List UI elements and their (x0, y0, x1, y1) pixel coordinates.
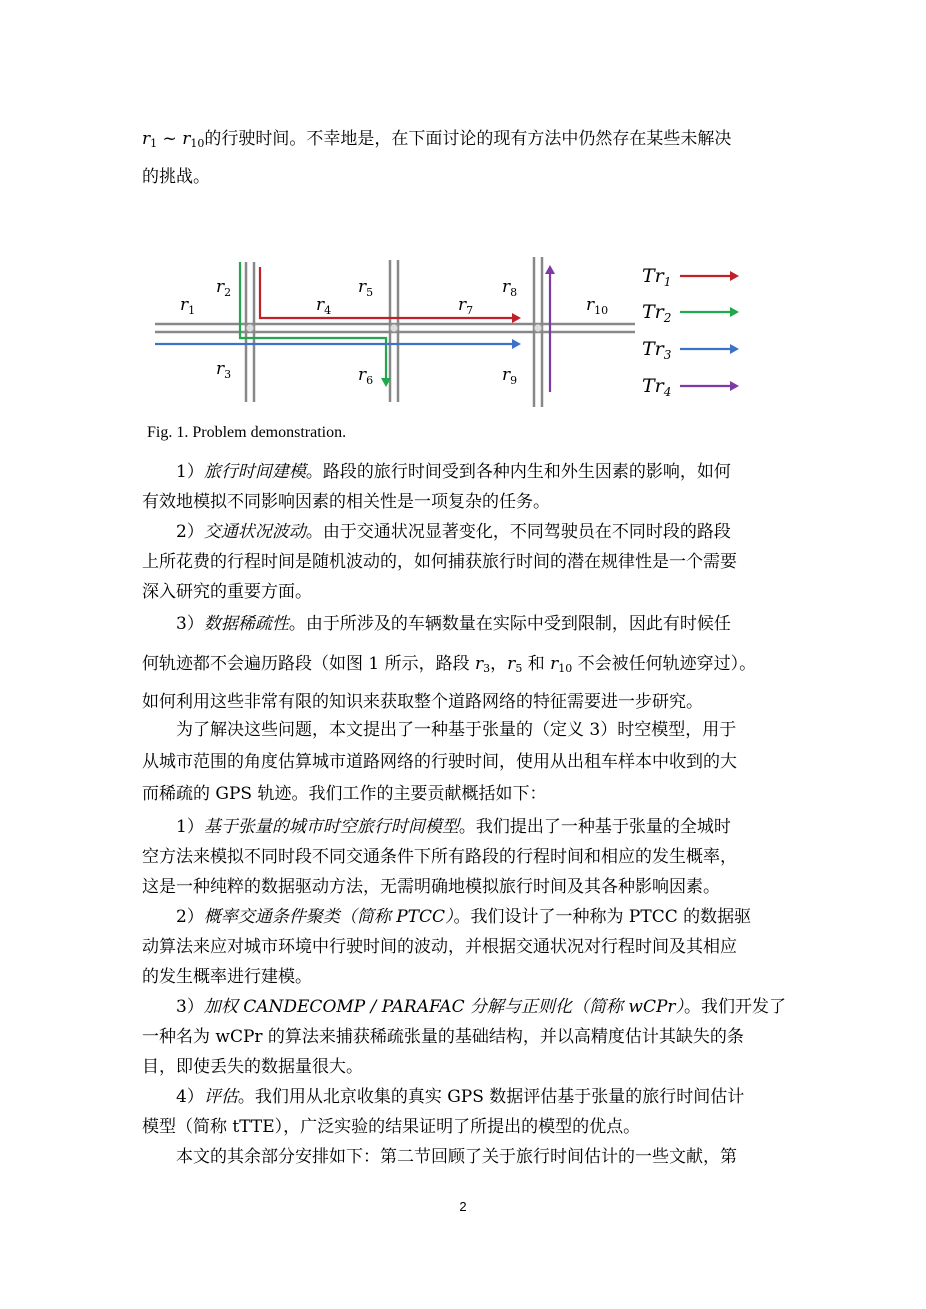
text-line: 3）加权 CANDECOMP / PARAFAC 分解与正则化（简称 wCPr）。我们开发了 (176, 997, 787, 1017)
text-line: 目，即使丢失的数据量很大。 (142, 1057, 363, 1077)
legend (642, 265, 739, 399)
intersection-node (246, 324, 254, 332)
road-label-r9: $r_9$ (502, 365, 518, 387)
text-line: 这是一种纯粹的数据驱动方法，无需明确地模拟旅行时间及其各种影响因素。 (142, 877, 720, 897)
road-label-r6: $r_6$ (358, 365, 374, 387)
text-line: 一种名为 wCPr 的算法来捕获稀疏张量的基础结构，并以高精度估计其缺失的条 (142, 1027, 744, 1047)
text-line: 有效地模拟不同影响因素的相关性是一项复杂的任务。 (142, 492, 550, 512)
arrowhead (512, 339, 521, 349)
road-label-r1: $r_1$ (180, 295, 196, 317)
text-line: $r_1$ ~ $r_{10}$的行驶时间。不幸地是，在下面讨论的现有方法中仍然存在某些未解决 (142, 129, 732, 150)
text-line: 何轨迹都不会遍历路段（如图 1 所示，路段 $r_3$，$r_5$ 和 $r_{10}$ 不会被任何轨迹穿过）。 (142, 654, 757, 675)
arrowhead (512, 313, 521, 323)
text-line: 1）基于张量的城市时空旅行时间模型。我们提出了一种基于张量的全城时 (176, 817, 731, 837)
text-line: 而稀疏的 GPS 轨迹。我们工作的主要贡献概括如下： (142, 784, 547, 804)
text-line: 模型（简称 tTTE），广泛实验的结果证明了所提出的模型的优点。 (142, 1117, 641, 1137)
text-line: 2）概率交通条件聚类（简称 PTCC）。我们设计了一种称为 PTCC 的数据驱 (176, 907, 752, 927)
page-number: 2 (459, 1199, 467, 1214)
text-line: 4）评估。我们用从北京收集的真实 GPS 数据评估基于张量的旅行时间估计 (176, 1087, 745, 1107)
road-label-r7: $r_7$ (458, 295, 474, 317)
legend-item (642, 338, 739, 362)
text-line: 深入研究的重要方面。 (142, 582, 312, 602)
trajectory-tr1 (260, 267, 512, 318)
road-label-r2: $r_2$ (216, 277, 232, 299)
road-label-r3: $r_3$ (216, 359, 232, 381)
road-label-r10: $r_{10}$ (586, 295, 609, 317)
legend-item (642, 301, 739, 325)
arrowhead (545, 265, 555, 274)
text-line: 空方法来模拟不同时段不同交通条件下所有路段的行程时间和相应的发生概率， (142, 847, 737, 867)
legend-item (642, 375, 739, 399)
text-line: 为了解决这些问题，本文提出了一种基于张量的（定义 3）时空模型，用于 (176, 720, 737, 740)
text-line: 上所花费的行程时间是随机波动的，如何捕获旅行时间的潜在规律性是一个需要 (142, 552, 737, 572)
text-line: 如何利用这些非常有限的知识来获取整个道路网络的特征需要进一步研究。 (142, 692, 703, 712)
svg-text:Tr1: $Tr_1$ (642, 265, 672, 289)
text-line: 本文的其余部分安排如下：第二节回顾了关于旅行时间估计的一些文献，第 (176, 1147, 737, 1167)
road-label-r8: $r_8$ (502, 277, 518, 299)
text-line: 的挑战。 (142, 167, 210, 187)
svg-text:Tr4: $Tr_4$ (642, 375, 672, 399)
svg-text:Tr3: $Tr_3$ (642, 338, 672, 362)
legend-item (642, 265, 739, 289)
text-line: 1）旅行时间建模。路段的旅行时间受到各种内生和外生因素的影响，如何 (176, 462, 731, 482)
figure-caption: Fig. 1. Problem demonstration. (147, 424, 347, 441)
intersection-node (534, 324, 542, 332)
problem-demonstration-figure (150, 252, 750, 412)
road-label-r4: $r_4$ (316, 295, 332, 317)
intersection-node (390, 324, 398, 332)
text-line: 2）交通状况波动。由于交通状况显著变化，不同驾驶员在不同时段的路段 (176, 522, 731, 542)
text-line: 3）数据稀疏性。由于所涉及的车辆数量在实际中受到限制，因此有时候任 (176, 614, 731, 634)
road-label-r5: $r_5$ (358, 277, 374, 299)
svg-text:Tr2: $Tr_2$ (642, 301, 672, 325)
text-line: 从城市范围的角度估算城市道路网络的行驶时间，使用从出租车样本中收到的大 (142, 752, 737, 772)
text-line: 动算法来应对城市环境中行驶时间的波动，并根据交通状况对行程时间及其相应 (142, 937, 737, 957)
text-line: 的发生概率进行建模。 (142, 967, 312, 987)
